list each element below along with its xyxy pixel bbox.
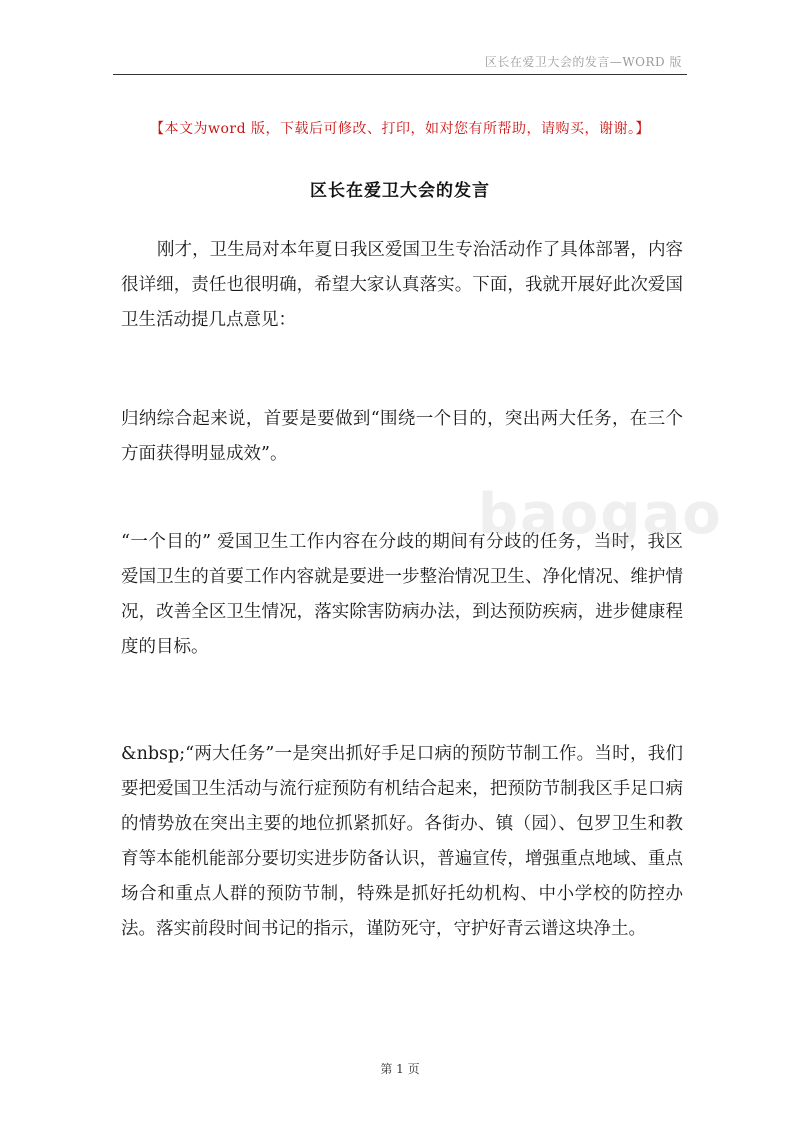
paragraph-1: 刚才，卫生局对本年夏日我区爱国卫生专治活动作了具体部署，内容很详细，责任也很明确，希望大家认真落实。下面，我就开展好此次爱国卫生活动提几点意见：	[121, 240, 683, 330]
page-number: 第 1 页	[380, 1062, 420, 1076]
download-notice: 【本文为word 版，下载后可修改、打印，如对您有所帮助，请购买，谢谢。】	[149, 121, 650, 137]
watermark: baogao	[478, 482, 723, 547]
paragraph-4: &nbsp;“两大任务”一是突出抓好手足口病的预防节制工作。当时，我们要把爱国卫生活动与流行症预防有机结合起来，把预防节制我区手足口病的情势放在突出主要的地位抓紧抓好。各街办、镇（园）、包罗卫生和教育等本能机能部分要切实进步防备认识，普遍宣传，增强重点地域、重点场合和重点人群的预防节制，特殊是抓好托幼机构、中小学校的防控办法。落实前段时间书记的指示，谨防死守，守护好青云谱这块净土。	[121, 744, 683, 939]
document-title: 区长在爱卫大会的发言	[310, 181, 490, 201]
header-rule	[113, 74, 687, 75]
paragraph-2: 归纳综合起来说，首要是要做到“围绕一个目的，突出两大任务，在三个方面获得明显成效”。	[121, 409, 683, 464]
running-header: 区长在爱卫大会的发言—WORD 版	[484, 55, 682, 69]
paragraph-3: “一个目的” 爱国卫生工作内容在分歧的期间有分歧的任务，当时，我区爱国卫生的首要工作内容就是要进一步整治情况卫生、净化情况、维护情况，改善全区卫生情况，落实除害防病办法，到达预防疾病，进步健康程度的目标。	[121, 532, 683, 657]
